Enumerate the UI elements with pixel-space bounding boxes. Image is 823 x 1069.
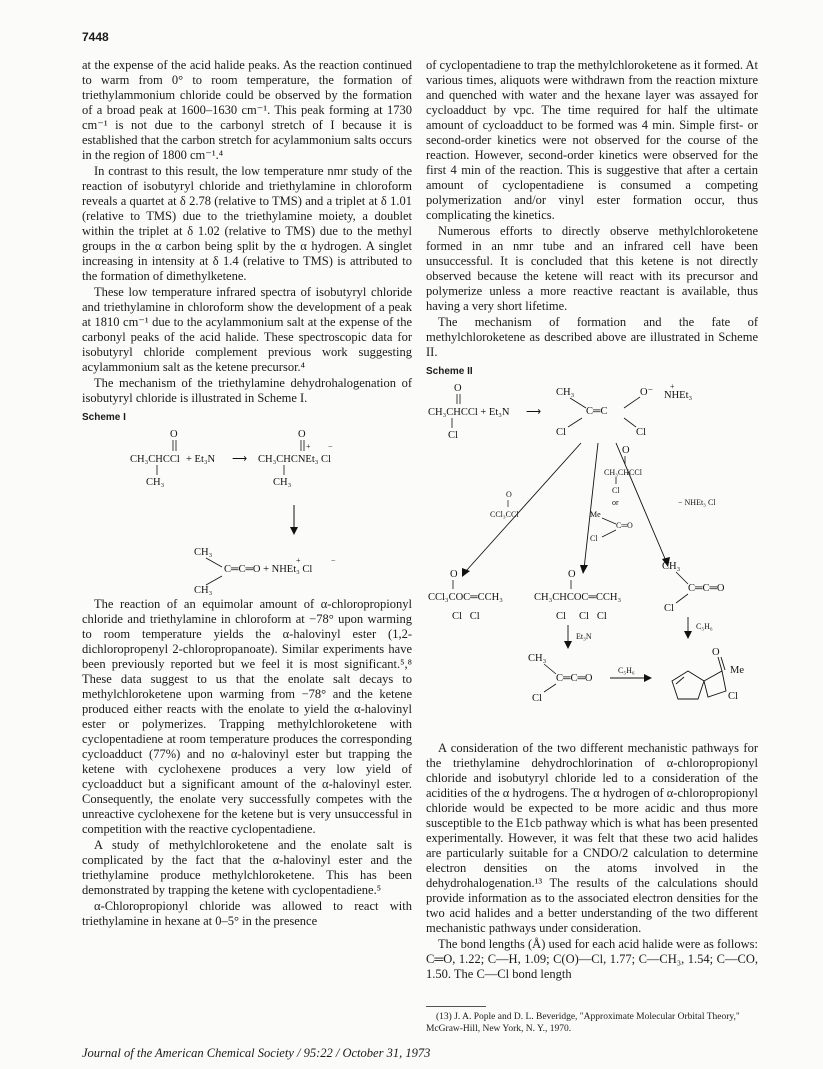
scheme2-bottom-ch3: CH₃: [528, 653, 547, 664]
svg-text:−: −: [328, 442, 333, 451]
scheme1-o1: O: [170, 429, 178, 440]
scheme2-enolate-cl-right: Cl: [636, 427, 646, 438]
paragraph: The mechanism of formation and the fate of methylchloroketene as described above are illustrated in Scheme II.: [426, 315, 758, 359]
paragraph: These low temperature infrared spectra of isobutyryl chloride and triethylamine in chloroform show the development of a peak at 1810 cm⁻¹ due to the acylammonium salt at the expense of the carbonyl peaks of the acid halide. These spectroscopic data for isobutyryl chloride complement previous work suggesting acylammonium salt as the ketene precursor.⁴: [82, 285, 412, 374]
scheme1-o2: O: [298, 429, 306, 440]
scheme2-adduct-o: O: [712, 647, 720, 658]
scheme2-prod3-ch3: CH₃: [662, 561, 681, 572]
svg-text:−: −: [331, 556, 336, 565]
scheme2-bottom-ketene: C═C═O: [556, 673, 593, 684]
scheme2-et3n: Et₃N: [576, 632, 592, 641]
scheme2-prod1-o: O: [450, 569, 458, 580]
scheme2-prod3: C═C═O: [688, 583, 725, 594]
scheme2-mid-me: Me: [590, 510, 601, 519]
scheme-1-diagram: [82, 427, 412, 597]
scheme2-right-reagent: − NHEt₃ Cl: [678, 498, 716, 507]
scheme-2-diagram: [426, 381, 758, 741]
scheme1-et3n: + Et₃N: [186, 454, 216, 465]
scheme2-left-o: O: [506, 490, 512, 499]
scheme1-salt: CH₃CHCNEt₃ Cl: [258, 454, 331, 465]
scheme2-o: O: [454, 383, 462, 394]
right-column: [426, 58, 758, 983]
scheme2-bottom-reagent: C₅H₆: [618, 666, 635, 675]
paragraph: at the expense of the acid halide peaks. As the reaction continued to warm from 0° to room temperature, the formation of triethylammonium chloride could be observed by the formation of a broad peak at 1600–1630 cm⁻¹. This peak forming at 1730 cm⁻¹ is not due to the carbonyl stretch of I because it is established that the carbon stretch for acylammonium salts occurs in the region of 1800 cm⁻¹.⁴: [82, 58, 412, 162]
page-number: 7448: [82, 30, 109, 44]
scheme-2-label: Scheme II: [426, 366, 473, 377]
scheme1-prod-ch3-top: CH₃: [194, 547, 213, 558]
scheme2-reactant-cl: Cl: [448, 430, 458, 441]
scheme2-prod1-sub: Cl Cl: [452, 611, 480, 622]
left-column: [82, 58, 412, 930]
scheme2-mid-ketene: C═O: [616, 521, 633, 530]
paragraph: The mechanism of the triethylamine dehydrohalogenation of isobutyryl chloride is illustrated in Scheme I.: [82, 376, 412, 405]
scheme2-prod2-o: O: [568, 569, 576, 580]
scheme1-product: C═C═O + NHEt₃ Cl: [224, 564, 313, 575]
scheme2-prod2-sub: Cl Cl Cl: [556, 611, 607, 622]
scheme2-mid-or: or: [612, 498, 619, 507]
journal-footer: Journal of the American Chemical Society / 95:22 / October 31, 1973: [82, 1046, 431, 1060]
paragraph: In contrast to this result, the low temperature nmr study of the reaction of isobutyryl chloride and triethylamine in chloroform reveals a quartet at δ 2.78 (relative to TMS) and a triplet at δ 1.01 (relative to TMS) due to the triethylamine moiety, a doublet within the triplet at δ 1.02 (relative to TMS) due to the methyl groups in the α carbon being split by the α hydrogen. A singlet increasing in intensity at δ 1.4 (relative to TMS) is attributed to the formation of dimethylketene.: [82, 164, 412, 283]
scheme-1-label: Scheme I: [82, 412, 126, 423]
svg-text:+: +: [296, 556, 301, 565]
svg-text:+: +: [670, 382, 675, 391]
paragraph: The reaction of an equimolar amount of α-chloropropionyl chloride and triethylamine in chloroform at −78° upon warming to room temperature yields the α-halovinyl ester (1,2-dichloropropenyl 2-chloropropanoate). Similar experiments have been previously reported but we feel it is most significant.⁵,⁸ These data suggest to us that the enolate salt decays to methylchloroketene upon warming from −78° and the ketene produced either reacts with the enolate to yield the α-halovinyl ester or polymerizes. Trapping methylchloroketene with cyclopentadiene at room temperature produces the corresponding cycloadduct (77%) and no α-halovinyl ester but trapping the ketene with cyclohexene produces a very low yield of cycloadduct but a significant amount of the α-halovinyl ester. Consequently, the enolate very successfully competes with the unreactive cyclohexene for the ketene but is very unsuccessful in competition with the reactive cyclopentadiene.: [82, 597, 412, 836]
paragraph: α-Chloropropionyl chloride was allowed to react with triethylamine in hexane at 0–5° in the presence: [82, 899, 412, 928]
paragraph: of cyclopentadiene to trap the methylchloroketene as it formed. At various times, aliquots were withdrawn from the reaction mixture and quenched with water and the hexane layer was assayed for cycloadduct by vpc. The time required for half the ultimate amount of cycloadduct to be formed was 4 min. Simple first- or second-order kinetics were not observed for the course of the reaction. However, second-order kinetics were observed for the first 4 min of the reaction. This is suggestive that after a certain amount of cyclopentadiene is consumed a competing polymerization and/or vinyl ester formation occur, thus complicating the kinetics.: [426, 58, 758, 222]
footnote-divider: [426, 1006, 486, 1007]
scheme2-adduct-me: Me: [730, 665, 744, 676]
paragraph: A consideration of the two different mechanistic pathways for the triethylamine dehydrochlorination of α-chloropropionyl chloride and isobutyryl chloride led to a consideration of the acidities of the α hydrogens. The α hydrogen of α-chloropropionyl chloride would be expected to be more acidic and thus more susceptible to the E1cb pathway which is what has been presented experimentally. However, it was felt that these two acid halides are particularly suitable for a CNDO/2 calculation to determine electron densities on the atoms involved in the dehydrohalogenation.¹³ The results of the calculations should provide information as to the associated electron densities for the two acid halides and a better understanding of the two different mechanistic pathways under consideration.: [426, 741, 758, 935]
scheme1-arrow: ⟶: [232, 454, 248, 465]
paragraph: The bond lengths (Å) used for each acid halide were as follows: C═O, 1.22; C—H, 1.09; C(O)—Cl, 1.77; C—CH₃, 1.54; C—CO, 1.50. The C—Cl bond length: [426, 937, 758, 981]
footnote: (13) J. A. Pople and D. L. Beveridge, "Approximate Molecular Orbital Theory," McGraw-Hill, New York, N. Y., 1970.: [426, 1012, 740, 1034]
scheme2-reactant: CH₃CHCCl + Et₃N: [428, 407, 510, 418]
scheme2-c5h6-right: C₅H₆: [696, 622, 713, 631]
scheme2-prod2: CH₃CHCOC═CCH₃: [534, 592, 622, 603]
scheme2-left-reagent: CCl₃CCl: [490, 510, 519, 519]
scheme2-mid-reagent-cl: Cl: [612, 486, 620, 495]
scheme2-prod3-cl: Cl: [664, 603, 674, 614]
scheme2-mid-ketene-cl: Cl: [590, 534, 598, 543]
scheme2-mid-o: O: [622, 445, 630, 456]
scheme2-mid-reagent: CH₃CHCCl: [604, 468, 642, 477]
scheme2-enolate-o: O⁻: [640, 387, 654, 398]
scheme1-reactant-ch3: CH₃: [146, 477, 165, 488]
scheme2-bottom-cl: Cl: [532, 693, 542, 704]
scheme2-enolate-cl-left: Cl: [556, 427, 566, 438]
cycloadduct-structure: [672, 657, 726, 699]
scheme2-adduct-cl: Cl: [728, 691, 738, 702]
scheme2-enolate-nhet3: NHEt₃: [664, 390, 693, 401]
scheme1-salt-ch3: CH₃: [273, 477, 292, 488]
scheme2-enolate-ch3: CH₃: [556, 387, 575, 398]
svg-text:+: +: [306, 442, 311, 451]
scheme1-prod-ch3-bottom: CH₃: [194, 585, 213, 596]
scheme1-reactant: CH₃CHCCl: [130, 454, 180, 465]
paragraph: A study of methylchloroketene and the enolate salt is complicated by the fact that the α-halovinyl ester and the triethylamine produce methylchloroketene. This has been demonstrated by trapping the ketene with cyclopentadiene.⁵: [82, 838, 412, 897]
paragraph: Numerous efforts to directly observe methylchloroketene formed in an nmr tube and an infrared cell have been unsuccessful. It is concluded that this ketene is not directly observed because the ketene will react with its precursor and polymerize unless a more reactive reactant is available, thus having a very short lifetime.: [426, 224, 758, 313]
scheme2-prod1: CCl₃COC═CCH₃: [428, 592, 503, 603]
scheme2-enolate-core: C═C: [586, 406, 608, 417]
svg-text:⟶: ⟶: [526, 407, 542, 418]
